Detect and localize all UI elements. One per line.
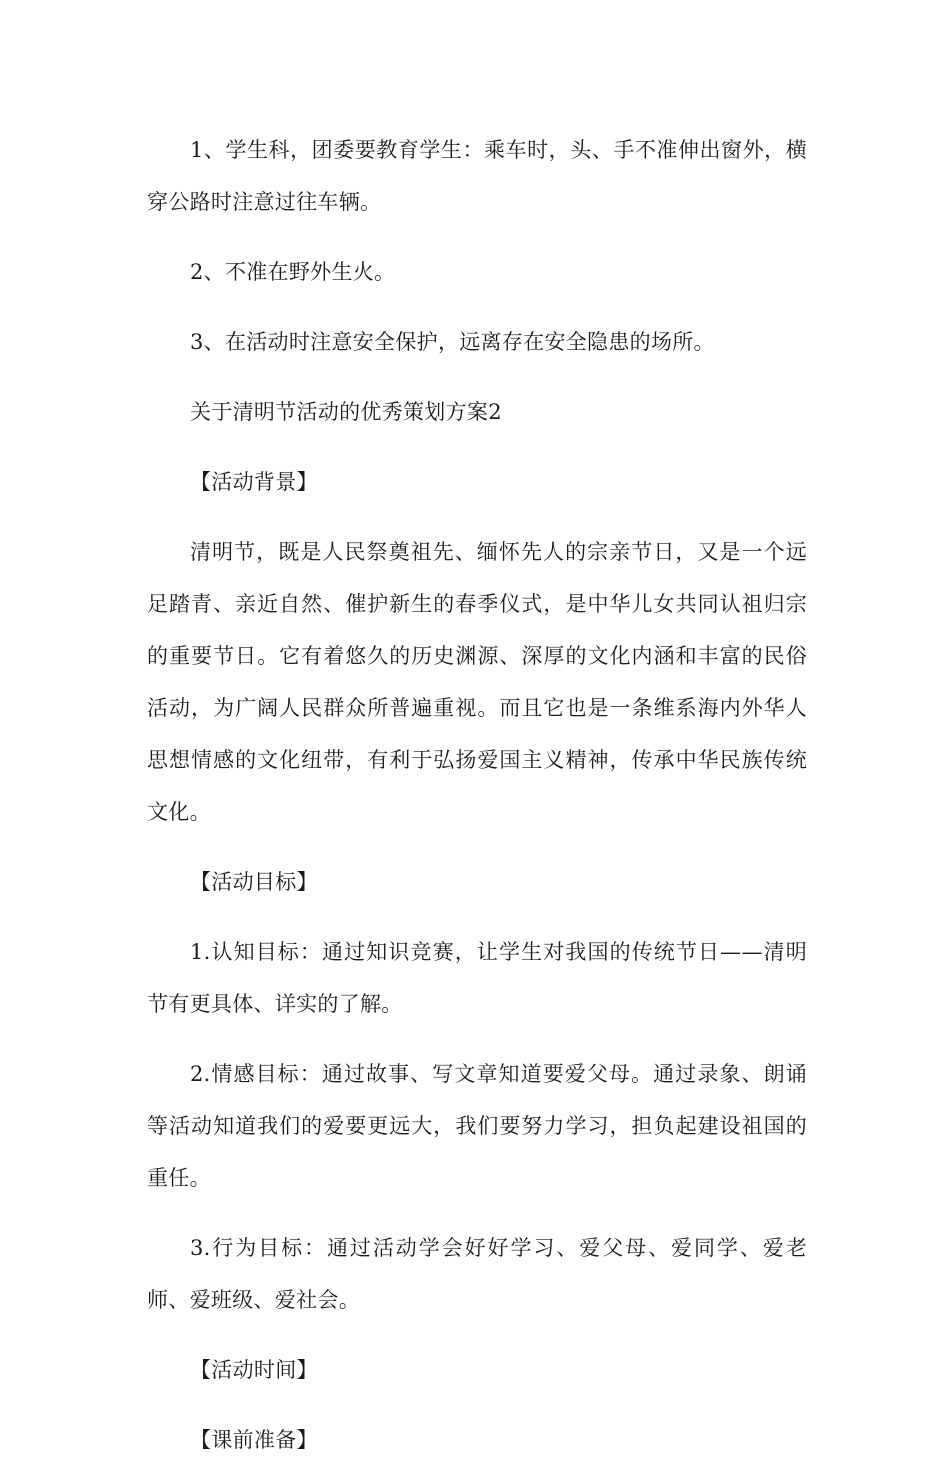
- document-body: [147, 124, 807, 1484]
- paragraph-safety-rule-3: 3、在活动时注意安全保护，远离存在安全隐患的场所。: [190, 330, 715, 354]
- paragraph-goal-behavioral: 3.行为目标：通过活动学会好好学习、爱父母、爱同学、爱老师、爱班级、爱社会。: [147, 1236, 807, 1312]
- paragraph-goal-emotional: 2.情感目标：通过故事、写文章知道要爱父母。通过录象、朗诵等活动知道我们的爱要更远大，我们要努力学习，担负起建设祖国的重任。: [147, 1062, 807, 1190]
- heading-preparation: 【课前准备】: [190, 1428, 318, 1452]
- heading-activity-time: 【活动时间】: [190, 1358, 318, 1382]
- paragraph-safety-rule-2: 2、不准在野外生火。: [190, 260, 396, 284]
- heading-activity-background: 【活动背景】: [190, 470, 318, 494]
- section-title: 关于清明节活动的优秀策划方案2: [190, 400, 502, 424]
- paragraph-background-text: 清明节，既是人民祭奠祖先、缅怀先人的宗亲节日，又是一个远足踏青、亲近自然、催护新生的春季仪式，是中华儿女共同认祖归宗的重要节日。它有着悠久的历史渊源、深厚的文化内涵和丰富的民俗活动，为广阔人民群众所普遍重视。而且它也是一条维系海内外华人思想情感的文化纽带，有利于弘扬爱国主义精神，传承中华民族传统文化。: [147, 540, 807, 824]
- paragraph-goal-cognitive: 1.认知目标：通过知识竞赛，让学生对我国的传统节日——清明节有更具体、详实的了解。: [147, 940, 807, 1016]
- heading-activity-goals: 【活动目标】: [190, 870, 318, 894]
- paragraph-safety-rule-1: 1、学生科，团委要教育学生：乘车时，头、手不准伸出窗外，横穿公路时注意过往车辆。: [147, 138, 807, 214]
